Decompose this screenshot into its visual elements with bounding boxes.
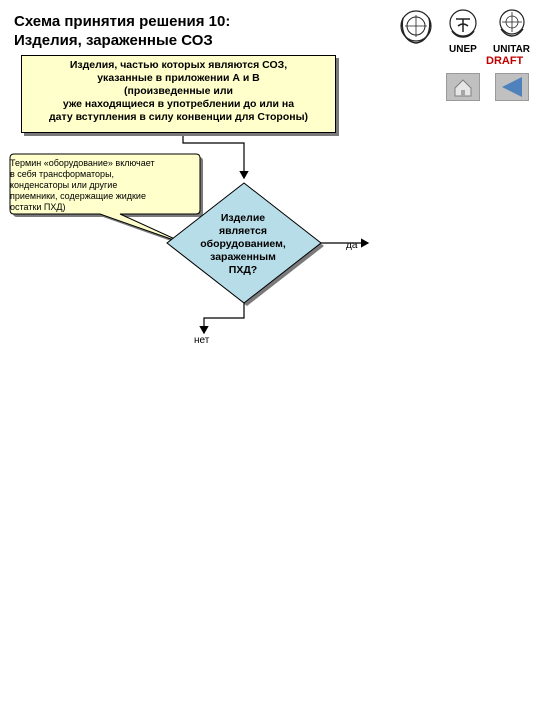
callout-line: в себя трансформаторы, xyxy=(10,169,115,179)
title-line-2: Изделия, зараженные СОЗ xyxy=(14,32,213,49)
connector-no xyxy=(204,303,244,333)
callout-line: конденсаторы или другие xyxy=(10,180,118,190)
unitar-caption: UNITAR xyxy=(493,44,531,55)
callout-line: приемники, содержащие жидкие xyxy=(10,191,146,201)
decision-line: является xyxy=(219,225,267,237)
decision-line: ПХД? xyxy=(228,264,258,276)
draft-label: DRAFT xyxy=(486,55,524,67)
callout-line: Термин «оборудование» включает xyxy=(10,158,155,168)
start-box-line: дату вступления в силу конвенции для Стороны) xyxy=(48,111,309,123)
decision-line: зараженным xyxy=(210,251,276,263)
title-line-1: Схема принятия решения 10: xyxy=(14,13,231,30)
equipment-definition-callout xyxy=(10,158,200,213)
decision-line: Изделие xyxy=(220,212,266,224)
callout-line: остатки ПХД) xyxy=(10,202,66,212)
start-box-line: (произведенные или xyxy=(124,85,233,97)
start-box xyxy=(21,55,336,133)
yes-label: да xyxy=(346,240,358,251)
start-box-line: уже находящиеся в употреблении до или на xyxy=(62,98,295,110)
unep-caption: UNEP xyxy=(449,44,477,55)
decision-question xyxy=(188,212,298,277)
start-box-line: указанные в приложении А и В xyxy=(97,72,260,84)
no-label: нет xyxy=(194,335,210,346)
start-box-line: Изделия, частью которых являются СОЗ, xyxy=(69,59,288,71)
decision-line: оборудованием, xyxy=(200,238,286,250)
